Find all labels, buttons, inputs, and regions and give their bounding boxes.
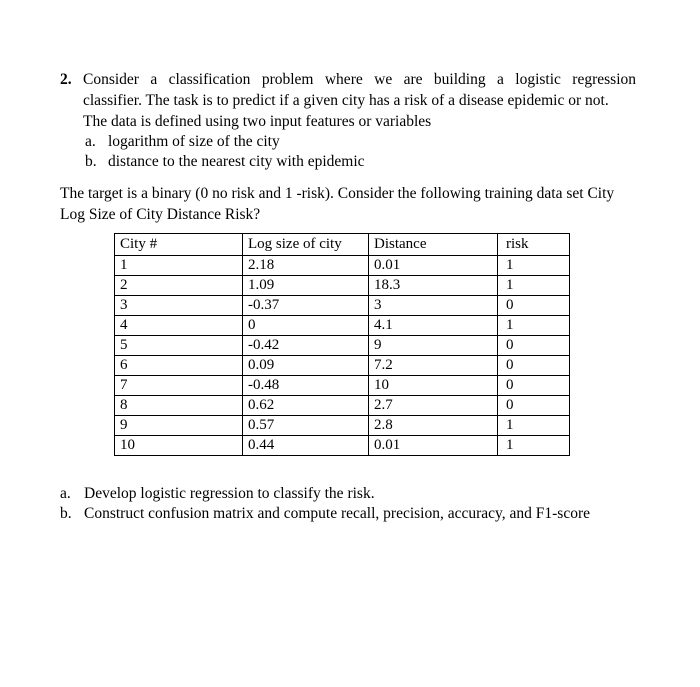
target-line-1: The target is a binary (0 no risk and 1 -risk). Consider the following training data set City <box>60 185 615 202</box>
cell-log-size: 0.62 <box>243 396 369 416</box>
cell-city: 3 <box>115 296 243 316</box>
cell-risk: 1 <box>498 436 570 456</box>
cell-distance: 10 <box>369 376 498 396</box>
cell-log-size: 0 <box>243 316 369 336</box>
cell-distance: 9 <box>369 336 498 356</box>
cell-log-size: -0.37 <box>243 296 369 316</box>
table-header-row <box>115 234 570 256</box>
feature-a-marker: a. <box>85 133 96 150</box>
task-a-text: Develop logistic regression to classify the risk. <box>84 485 375 502</box>
feature-b-marker: b. <box>85 153 97 170</box>
cell-log-size: -0.48 <box>243 376 369 396</box>
cell-city: 5 <box>115 336 243 356</box>
cell-risk: 1 <box>498 276 570 296</box>
task-b-text: Construct confusion matrix and compute recall, precision, accuracy, and F1-score <box>84 505 591 522</box>
cell-risk: 1 <box>498 256 570 276</box>
table-row <box>115 336 570 356</box>
table-row <box>115 296 570 316</box>
cell-log-size: 1.09 <box>243 276 369 296</box>
feature-b-text: distance to the nearest city with epidemic <box>108 153 365 170</box>
task-b-marker: b. <box>60 505 72 522</box>
cell-log-size: -0.42 <box>243 336 369 356</box>
table-row <box>115 256 570 276</box>
intro-line-2: classifier. The task is to predict if a given city has a risk of a disease epidemic or not. <box>83 92 609 109</box>
cell-city: 7 <box>115 376 243 396</box>
intro-line-3: The data is defined using two input features or variables <box>83 113 432 130</box>
table-row <box>115 316 570 336</box>
cell-log-size: 0.57 <box>243 416 369 436</box>
cell-distance: 2.8 <box>369 416 498 436</box>
training-data-table <box>114 233 570 456</box>
question-number: 2. <box>60 71 72 88</box>
table-row <box>115 416 570 436</box>
table-row <box>115 396 570 416</box>
cell-log-size: 2.18 <box>243 256 369 276</box>
cell-risk: 0 <box>498 376 570 396</box>
cell-risk: 0 <box>498 336 570 356</box>
cell-distance: 2.7 <box>369 396 498 416</box>
cell-risk: 0 <box>498 396 570 416</box>
header-city: City # <box>115 234 243 256</box>
table-row <box>115 276 570 296</box>
cell-log-size: 0.44 <box>243 436 369 456</box>
cell-city: 8 <box>115 396 243 416</box>
cell-city: 6 <box>115 356 243 376</box>
feature-a-text: logarithm of size of the city <box>108 133 280 150</box>
cell-city: 10 <box>115 436 243 456</box>
header-risk: risk <box>498 234 570 256</box>
cell-distance: 0.01 <box>369 436 498 456</box>
cell-risk: 0 <box>498 356 570 376</box>
cell-distance: 4.1 <box>369 316 498 336</box>
cell-distance: 3 <box>369 296 498 316</box>
table-row <box>115 376 570 396</box>
table-row <box>115 356 570 376</box>
cell-risk: 1 <box>498 416 570 436</box>
cell-city: 1 <box>115 256 243 276</box>
cell-city: 4 <box>115 316 243 336</box>
cell-risk: 1 <box>498 316 570 336</box>
task-a-marker: a. <box>60 485 71 502</box>
cell-distance: 7.2 <box>369 356 498 376</box>
header-distance: Distance <box>369 234 498 256</box>
cell-distance: 0.01 <box>369 256 498 276</box>
table-row <box>115 436 570 456</box>
cell-log-size: 0.09 <box>243 356 369 376</box>
header-log-size: Log size of city <box>243 234 369 256</box>
cell-distance: 18.3 <box>369 276 498 296</box>
cell-risk: 0 <box>498 296 570 316</box>
cell-city: 9 <box>115 416 243 436</box>
target-line-2: Log Size of City Distance Risk? <box>60 206 261 223</box>
intro-line-1: Consider a classification problem where we are building a logistic regression <box>83 71 636 88</box>
cell-city: 2 <box>115 276 243 296</box>
